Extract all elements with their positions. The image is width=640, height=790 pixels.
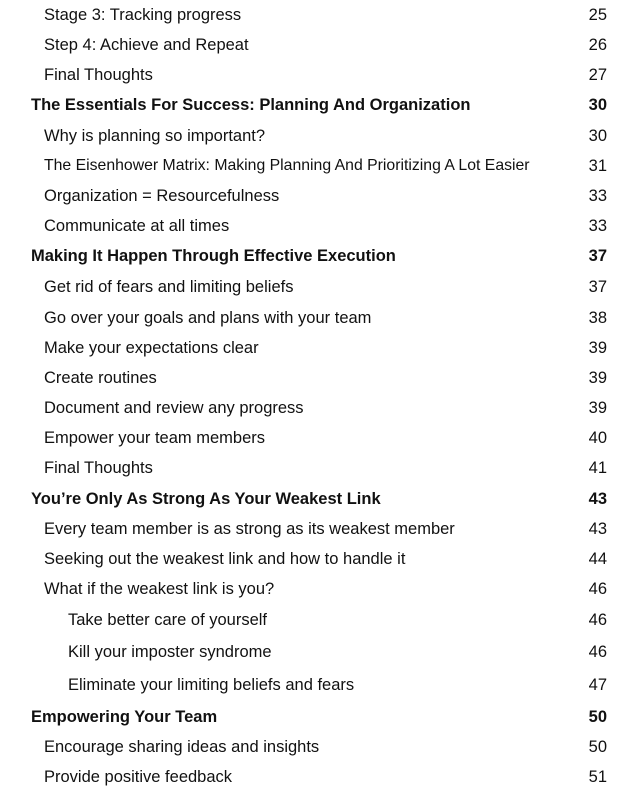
- toc-entry-page: 43: [588, 520, 607, 538]
- toc-entry-title: Create routines: [44, 369, 157, 387]
- toc-entry-page: 44: [588, 550, 607, 568]
- toc-entry-title: Seeking out the weakest link and how to handle it: [44, 550, 406, 568]
- toc-entry[interactable]: [0, 305, 640, 331]
- toc-entry[interactable]: [0, 546, 640, 572]
- toc-entry[interactable]: [0, 395, 640, 421]
- toc-entry[interactable]: [0, 123, 640, 149]
- toc-entry-page: 41: [588, 459, 607, 477]
- toc-chapter[interactable]: [0, 243, 640, 269]
- toc-entry-page: 39: [588, 369, 607, 387]
- toc-entry[interactable]: [0, 213, 640, 239]
- toc-chapter[interactable]: [0, 92, 640, 118]
- toc-entry-page: 37: [588, 278, 607, 296]
- toc-entry-title: Document and review any progress: [44, 399, 304, 417]
- toc-entry-page: 25: [588, 6, 607, 24]
- toc-subentry-title: Kill your imposter syndrome: [68, 643, 272, 661]
- toc-entry-page: 39: [588, 339, 607, 357]
- toc-entry-title: Organization = Resourcefulness: [44, 187, 280, 205]
- toc-entry[interactable]: [0, 335, 640, 361]
- toc-subentry-page: 46: [588, 611, 607, 629]
- toc-chapter-title: The Essentials For Success: Planning And Organization: [31, 96, 471, 114]
- toc-entry[interactable]: [0, 576, 640, 602]
- toc-entry-page: 26: [588, 36, 607, 54]
- toc-entry[interactable]: [0, 455, 640, 481]
- toc-entry[interactable]: [0, 734, 640, 760]
- toc-subentry[interactable]: [0, 672, 640, 698]
- toc-entry-page: 51: [588, 768, 607, 786]
- toc-chapter[interactable]: [0, 486, 640, 512]
- toc-chapter-page: 30: [588, 96, 607, 114]
- toc-entry-title: Final Thoughts: [44, 459, 153, 477]
- toc-subentry[interactable]: [0, 607, 640, 633]
- toc-entry-page: 40: [588, 429, 607, 447]
- toc-entry-title: Go over your goals and plans with your team: [44, 309, 372, 327]
- toc-chapter-title: Making It Happen Through Effective Execution: [31, 247, 396, 265]
- toc-entry[interactable]: [0, 32, 640, 58]
- toc-entry-title: Step 4: Achieve and Repeat: [44, 36, 249, 54]
- toc-subentry-page: 46: [588, 643, 607, 661]
- toc-chapter-title: Empowering Your Team: [31, 708, 218, 726]
- toc-entry-title: Why is planning so important?: [44, 127, 266, 145]
- toc-subentry[interactable]: [0, 639, 640, 665]
- toc-subentry-title: Take better care of yourself: [68, 611, 268, 629]
- toc-entry-title: What if the weakest link is you?: [44, 580, 275, 598]
- toc-entry-page: 33: [588, 217, 607, 235]
- toc-entry-title: Final Thoughts: [44, 66, 153, 84]
- toc-entry-page: 27: [588, 66, 607, 84]
- toc-chapter-title: You’re Only As Strong As Your Weakest Link: [31, 490, 381, 508]
- toc-entry-title: Get rid of fears and limiting beliefs: [44, 278, 294, 296]
- toc-chapter-page: 37: [588, 247, 607, 265]
- toc-subentry-page: 47: [588, 676, 607, 694]
- toc-subentry-title: Eliminate your limiting beliefs and fears: [68, 676, 355, 694]
- toc-entry[interactable]: [0, 2, 640, 28]
- toc-entry-title: Make your expectations clear: [44, 339, 259, 357]
- toc-entry[interactable]: [0, 425, 640, 451]
- toc-entry-title: Stage 3: Tracking progress: [44, 6, 242, 24]
- toc-entry-page: 33: [588, 187, 607, 205]
- toc-entry-page: 46: [588, 580, 607, 598]
- toc-entry[interactable]: [0, 62, 640, 88]
- toc-chapter[interactable]: [0, 704, 640, 730]
- toc-entry[interactable]: [0, 764, 640, 790]
- toc-entry-title: Communicate at all times: [44, 217, 230, 235]
- toc-entry[interactable]: [0, 153, 640, 179]
- toc-entry[interactable]: [0, 516, 640, 542]
- toc-entry-title: Provide positive feedback: [44, 768, 233, 786]
- toc-entry[interactable]: [0, 365, 640, 391]
- toc-chapter-page: 50: [588, 708, 607, 726]
- toc-chapter-page: 43: [588, 490, 607, 508]
- toc-entry[interactable]: [0, 274, 640, 300]
- toc-entry-title: Empower your team members: [44, 429, 265, 447]
- toc-entry-title: Encourage sharing ideas and insights: [44, 738, 320, 756]
- toc-entry-page: 31: [588, 157, 607, 175]
- toc-entry-page: 39: [588, 399, 607, 417]
- toc-entry-title: Every team member is as strong as its weakest member: [44, 520, 455, 538]
- toc-entry[interactable]: [0, 183, 640, 209]
- toc-entry-page: 30: [588, 127, 607, 145]
- toc-entry-title: The Eisenhower Matrix: Making Planning And Prioritizing A Lot Easier: [44, 157, 530, 174]
- toc-entry-page: 50: [588, 738, 607, 756]
- toc-entry-page: 38: [588, 309, 607, 327]
